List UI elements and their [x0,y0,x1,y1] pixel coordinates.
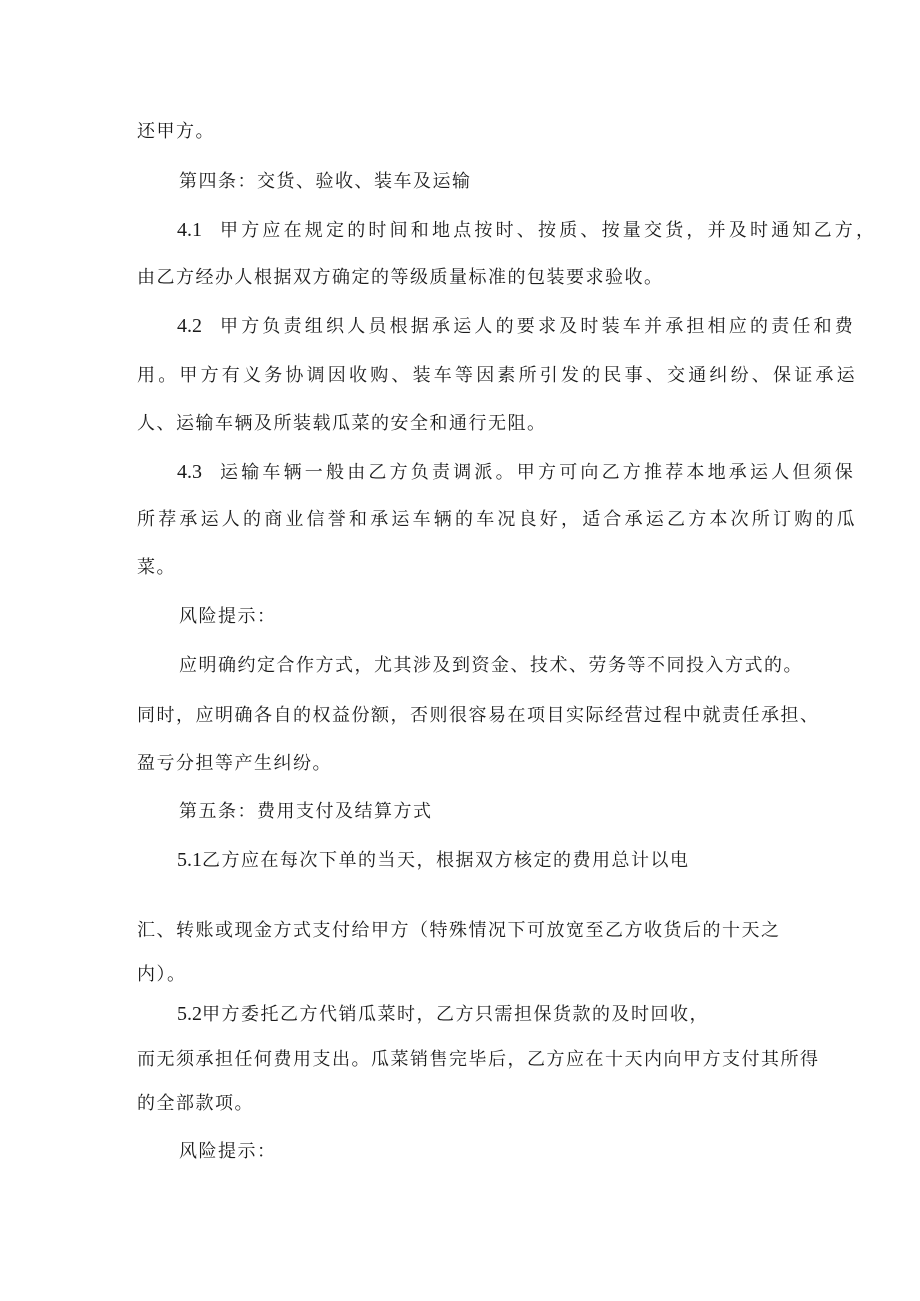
risk-note-1-line-2: 同时，应明确各自的权益份额，否则很容易在项目实际经营过程中就责任承担、 [137,705,820,726]
clause-4-3-line-3: 菜。 [137,557,176,578]
clause-4-3-line-2: 所荐承运人的商业信誉和承运车辆的车况良好，适合承运乙方本次所订购的瓜 [137,509,858,530]
clause-4-2-number: 4.2 [177,315,202,337]
clause-5-1-text: 乙方应在每次下单的当天，根据双方核定的费用总计以电 [202,850,690,871]
clause-5-1-line-2: 汇、转账或现金方式支付给甲方（特殊情况下可放宽至乙方收货后的十天之 [137,920,781,941]
clause-4-3-number: 4.3 [177,461,202,483]
clause-4-2-text: 甲方负责组织人员根据承运人的要求及时装车并承担相应的责任和费 [220,316,856,337]
clause-4-1-line-2: 由乙方经办人根据双方确定的等级质量标准的包装要求验收。 [137,267,664,288]
clause-5-1-line-3: 内）。 [137,964,187,985]
risk-note-1-line-3: 盈亏分担等产生纠纷。 [137,753,332,774]
clause-4-3-line-1 [177,460,856,485]
continuation-text: 还甲方。 [137,121,215,142]
clause-4-1-line-1 [177,218,877,243]
clause-5-1-number: 5.1 [177,849,202,871]
article-4-heading: 第四条：交货、验收、装车及运输 [179,171,472,192]
risk-note-1-line-1: 应明确约定合作方式，尤其涉及到资金、技术、劳务等不同投入方式的。 [179,655,803,676]
clause-5-2-line-1 [177,1002,709,1027]
clause-4-1-text: 甲方应在规定的时间和地点按时、按质、按量交货，并及时通知乙方， [220,220,878,241]
clause-4-2-line-3: 人、运输车辆及所装载瓜菜的安全和通行无阻。 [137,413,547,434]
clause-4-1-number: 4.1 [177,219,202,241]
clause-5-1-line-1 [177,848,690,873]
clause-4-3-text: 运输车辆一般由乙方负责调派。甲方可向乙方推荐本地承运人但须保 [220,462,856,483]
article-5-heading: 第五条：费用支付及结算方式 [179,801,433,822]
risk-note-2-heading: 风险提示： [179,1141,277,1162]
clause-4-2-line-2: 用。甲方有义务协调因收购、装车等因素所引发的民事、交通纠纷、保证承运 [137,365,858,386]
risk-note-1-heading: 风险提示： [179,606,277,627]
clause-5-2-number: 5.2 [177,1003,202,1025]
clause-5-2-line-2: 而无须承担任何费用支出。瓜菜销售完毕后，乙方应在十天内向甲方支付其所得 [137,1049,820,1070]
clause-4-2-line-1 [177,314,856,339]
clause-5-2-line-3: 的全部款项。 [137,1093,254,1114]
clause-5-2-text: 甲方委托乙方代销瓜菜时，乙方只需担保货款的及时回收， [202,1004,709,1025]
